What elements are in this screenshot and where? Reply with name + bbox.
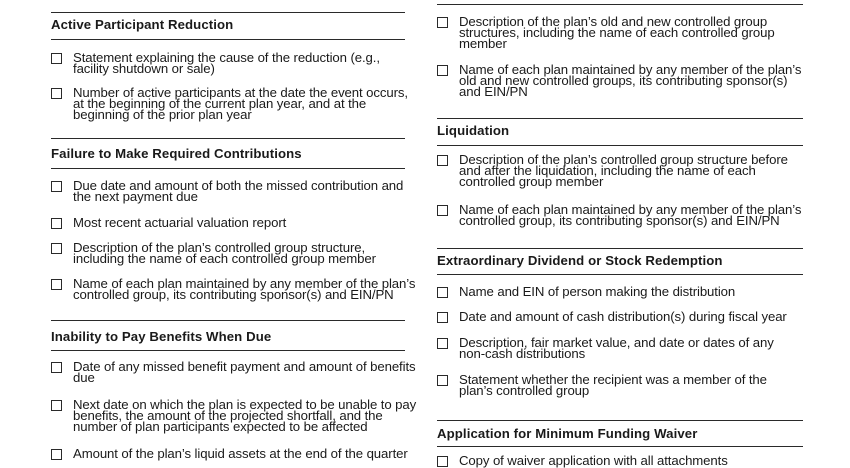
item-text: Next date on which the plan is expected to be unable to pay benefits, the amount of the projected shortfall, and the number of plan participants expected to be affected (73, 397, 417, 434)
item-text: Description of the plan’s old and new controlled group structures, including the name of each controlled group member (459, 14, 775, 51)
item-text: Most recent actuarial valuation report (73, 215, 287, 230)
section-top-rule (437, 420, 803, 421)
heading-underline (51, 350, 405, 351)
item-text: Number of active participants at the date the event occurs, at the beginning of the current plan year, and at the beginning of the prior plan year (73, 85, 408, 122)
heading-underline (437, 274, 803, 275)
item-text: Due date and amount of both the missed contribution and the next payment due (73, 178, 404, 204)
checkbox[interactable] (51, 449, 62, 460)
checkbox[interactable] (51, 362, 62, 373)
heading-underline (51, 39, 405, 40)
checkbox[interactable] (437, 17, 448, 28)
section-top-rule (437, 4, 803, 5)
checkbox[interactable] (51, 400, 62, 411)
item-text: Amount of the plan’s liquid assets at the end of the quarter (73, 446, 408, 461)
item-text: Statement explaining the cause of the reduction (e.g., facility shutdown or sale) (73, 50, 380, 76)
item-text: Description of the plan’s controlled group structure, including the name of each controlled group member (73, 240, 376, 266)
item-text: Date and amount of cash distribution(s) during fiscal year (459, 309, 787, 324)
section-heading-inability-to-pay-benefits: Inability to Pay Benefits When Due (51, 329, 272, 344)
item-text: Description, fair market value, and date or dates of any non-cash distributions (459, 335, 774, 361)
heading-underline (437, 446, 803, 447)
checkbox[interactable] (437, 456, 448, 467)
section-heading-extraordinary-dividend: Extraordinary Dividend or Stock Redemption (437, 253, 723, 268)
section-top-rule (51, 138, 405, 139)
item-text: Date of any missed benefit payment and amount of benefits due (73, 359, 416, 385)
checkbox[interactable] (437, 312, 448, 323)
checkbox[interactable] (51, 88, 62, 99)
section-top-rule (437, 118, 803, 119)
section-heading-active-participant-reduction: Active Participant Reduction (51, 17, 234, 32)
section-heading-liquidation: Liquidation (437, 123, 510, 138)
checkbox[interactable] (437, 65, 448, 76)
item-text: Name and EIN of person making the distribution (459, 284, 736, 299)
section-top-rule (437, 248, 803, 249)
item-text: Description of the plan’s controlled group structure before and after the liquidation, including the name of each controlled group member (459, 152, 788, 189)
checkbox[interactable] (437, 287, 448, 298)
checkbox[interactable] (51, 279, 62, 290)
section-heading-minimum-funding-waiver: Application for Minimum Funding Waiver (437, 426, 698, 441)
checkbox[interactable] (437, 205, 448, 216)
checkbox[interactable] (51, 53, 62, 64)
checkbox[interactable] (51, 218, 62, 229)
checkbox[interactable] (437, 338, 448, 349)
item-text: Name of each plan maintained by any member of the plan’s old and new controlled groups, its contributing sponsor(s) and EIN/PN (459, 62, 802, 99)
item-text: Copy of waiver application with all attachments (459, 453, 728, 468)
checkbox[interactable] (437, 155, 448, 166)
section-top-rule (51, 12, 405, 13)
heading-underline (437, 145, 803, 146)
checkbox[interactable] (51, 243, 62, 254)
item-text: Statement whether the recipient was a member of the plan’s controlled group (459, 372, 767, 398)
item-text: Name of each plan maintained by any member of the plan’s controlled group, its contributing sponsor(s) and EIN/PN (73, 276, 416, 302)
checkbox[interactable] (437, 375, 448, 386)
checkbox[interactable] (51, 181, 62, 192)
heading-underline (51, 168, 405, 169)
section-top-rule (51, 320, 405, 321)
item-text: Name of each plan maintained by any member of the plan’s controlled group, its contributing sponsor(s) and EIN/PN (459, 202, 802, 228)
section-heading-failure-to-make-required-contributions: Failure to Make Required Contributions (51, 146, 302, 161)
